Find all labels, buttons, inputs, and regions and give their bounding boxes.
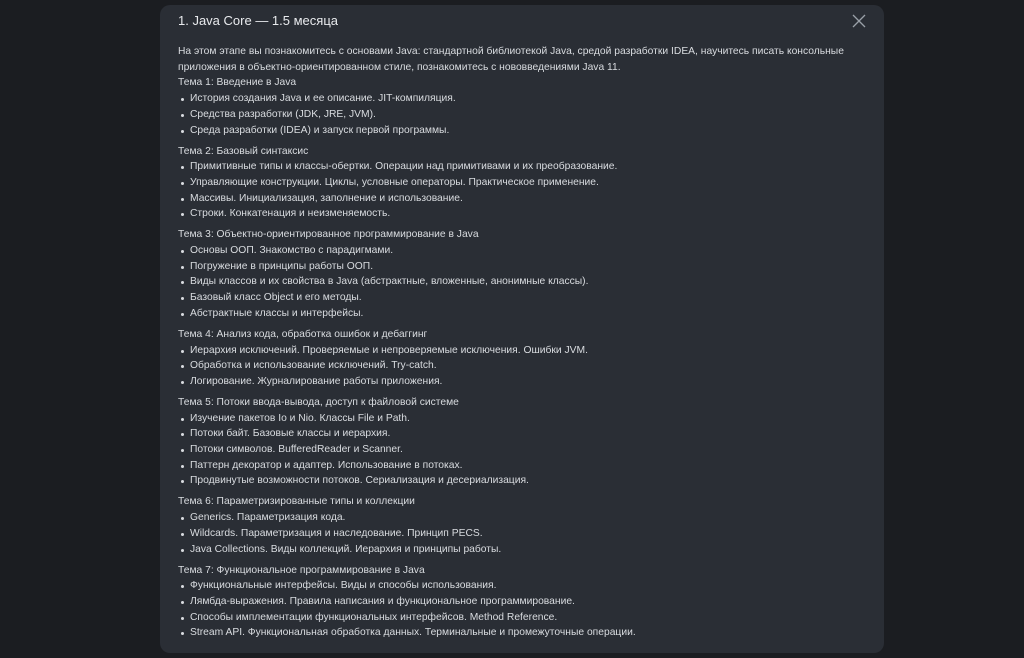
list-item: Generics. Параметризация кода. bbox=[178, 510, 854, 526]
topic-section bbox=[178, 75, 854, 138]
topic-section bbox=[178, 144, 854, 223]
list-item: Паттерн декоратор и адаптер. Использование в потоках. bbox=[178, 458, 854, 474]
topic-title: Тема 2: Базовый синтаксис bbox=[178, 145, 309, 157]
list-item: Погружение в принципы работы ООП. bbox=[178, 259, 854, 275]
list-item: Stream API. Функциональная обработка данных. Терминальные и промежуточные операции. bbox=[178, 625, 854, 641]
list-item: Потоки байт. Базовые классы и иерархия. bbox=[178, 426, 854, 442]
course-module-modal bbox=[160, 5, 884, 653]
list-item: Основы ООП. Знакомство с парадигмами. bbox=[178, 243, 854, 259]
list-item: Примитивные типы и классы-обертки. Операции над примитивами и их преобразование. bbox=[178, 159, 854, 175]
list-item: Средства разработки (JDK, JRE, JVM). bbox=[178, 107, 854, 123]
modal-content bbox=[178, 44, 854, 641]
list-item: Виды классов и их свойства в Java (абстрактные, вложенные, анонимные классы). bbox=[178, 274, 854, 290]
topic-section bbox=[178, 227, 854, 321]
list-item: Способы имплементации функциональных интерфейсов. Method Reference. bbox=[178, 610, 854, 626]
modal-title: 1. Java Core — 1.5 месяца bbox=[178, 13, 338, 28]
topic-section bbox=[178, 327, 854, 390]
intro-text: На этом этапе вы познакомитесь с основами Java: стандартной библиотекой Java, средой разработки IDEA, научитесь писать консольные приложения в объектно-ориентированном стиле, познакомитесь с нововведениями Java 11. bbox=[178, 46, 844, 73]
list-item: Функциональные интерфейсы. Виды и способы использования. bbox=[178, 578, 854, 594]
list-item: Массивы. Инициализация, заполнение и использование. bbox=[178, 191, 854, 207]
list-item: Управляющие конструкции. Циклы, условные операторы. Практическое применение. bbox=[178, 175, 854, 191]
topic-section bbox=[178, 494, 854, 557]
topic-title: Тема 6: Параметризированные типы и коллекции bbox=[178, 496, 415, 508]
list-item: Абстрактные классы и интерфейсы. bbox=[178, 306, 854, 322]
list-item: Иерархия исключений. Проверяемые и непроверяемые исключения. Ошибки JVM. bbox=[178, 343, 854, 359]
topic-title: Тема 1: Введение в Java bbox=[178, 77, 297, 89]
topic-list bbox=[178, 243, 854, 322]
topic-list bbox=[178, 91, 854, 138]
topic-section bbox=[178, 395, 854, 489]
list-item: Потоки символов. BufferedReader и Scanner. bbox=[178, 442, 854, 458]
topic-list bbox=[178, 510, 854, 557]
topic-section bbox=[178, 563, 854, 642]
topic-list bbox=[178, 578, 854, 641]
topic-list bbox=[178, 159, 854, 222]
topic-list bbox=[178, 411, 854, 490]
list-item: Логирование. Журналирование работы приложения. bbox=[178, 374, 854, 390]
topic-title: Тема 7: Функциональное программирование в Java bbox=[178, 564, 425, 576]
list-item: Базовый класс Object и его методы. bbox=[178, 290, 854, 306]
list-item: Строки. Конкатенация и неизменяемость. bbox=[178, 206, 854, 222]
list-item: Лямбда-выражения. Правила написания и функциональное программирование. bbox=[178, 594, 854, 610]
topic-title: Тема 4: Анализ кода, обработка ошибок и дебаггинг bbox=[178, 328, 428, 340]
list-item: Среда разработки (IDEA) и запуск первой программы. bbox=[178, 123, 854, 139]
topic-list bbox=[178, 343, 854, 390]
close-icon[interactable] bbox=[852, 14, 866, 28]
list-item: Изучение пакетов Io и Nio. Классы File и Path. bbox=[178, 411, 854, 427]
list-item: Wildcards. Параметризация и наследование. Принцип PECS. bbox=[178, 526, 854, 542]
topic-title: Тема 3: Объектно-ориентированное программирование в Java bbox=[178, 229, 479, 241]
topic-title: Тема 5: Потоки ввода-вывода, доступ к файловой системе bbox=[178, 396, 459, 408]
list-item: Продвинутые возможности потоков. Сериализация и десериализация. bbox=[178, 473, 854, 489]
list-item: История создания Java и ее описание. JIT-компиляция. bbox=[178, 91, 854, 107]
list-item: Java Collections. Виды коллекций. Иерархия и принципы работы. bbox=[178, 542, 854, 558]
list-item: Обработка и использование исключений. Try-catch. bbox=[178, 358, 854, 374]
